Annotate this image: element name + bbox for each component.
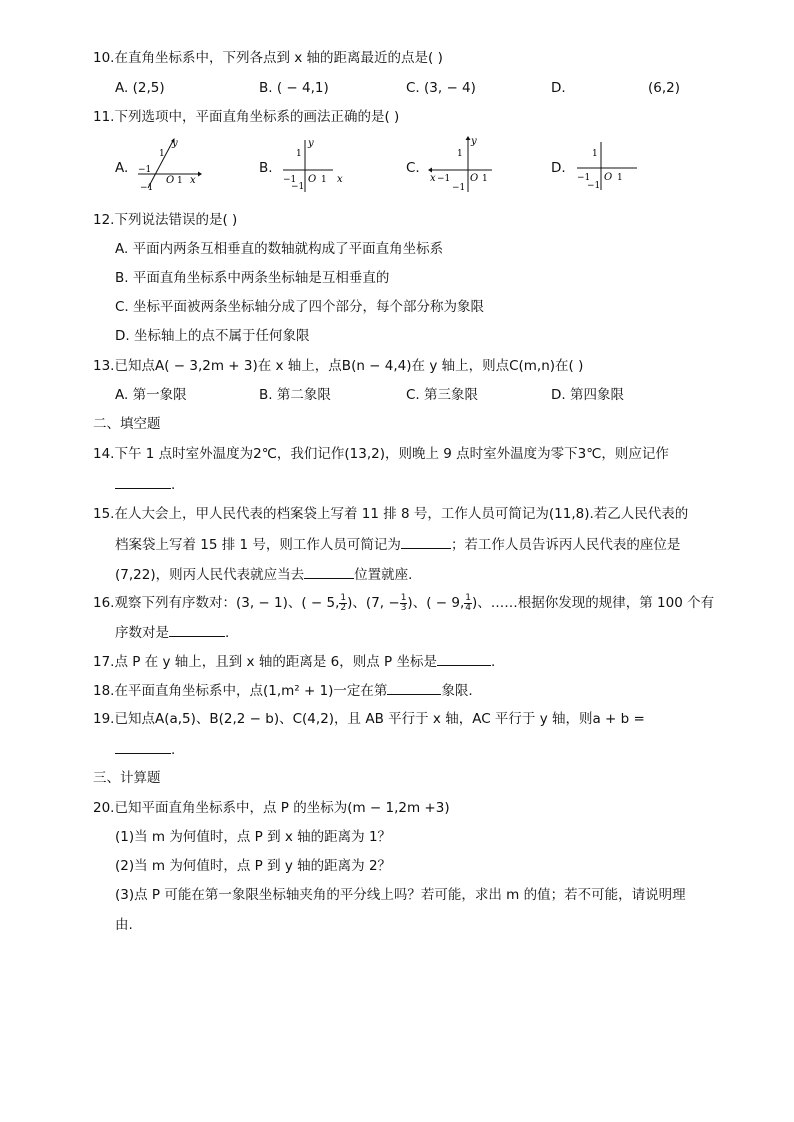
question-13-stem: 13.已知点A( − 3,2m + 3)在 x 轴上，点B(n − 4,4)在 y 轴上，则点C(m,n)在( ) [93,358,584,374]
question-17 [93,651,495,672]
numerator: 1 [465,592,471,603]
answer-blank[interactable] [401,534,451,549]
option-value: 第三象限 [424,387,479,403]
question-18 [93,680,473,701]
option-value: ( − 4,1) [276,80,329,96]
answer-blank[interactable] [437,651,491,666]
answer-blank[interactable] [115,474,171,489]
origin-label: O [308,174,317,185]
answer-blank[interactable] [169,622,225,637]
question-20-part-3-cont: 由. [115,917,133,933]
q11-option-b-graph[interactable] [283,136,347,198]
tick-label: 1 [457,149,463,159]
question-16-line2 [115,622,229,643]
q11-option-b-label[interactable]: B. [259,160,273,176]
question-20-part-3: (3)点 P 可能在第一象限坐标轴夹角的平分线上吗？若可能，求出 m 的值；若不可能，请说明理 [115,887,686,903]
option-label: B. [259,387,273,403]
question-15-line1: 15.在人大会上，甲人民代表的档案袋上写着 11 排 8 号，工作人员可简记为(11,8).若乙人民代表的 [93,506,689,522]
tick-label: 1 [592,149,598,159]
question-16-line1 [93,593,714,613]
text: 位置就座. [354,567,413,583]
text: 序数对是 [115,625,169,641]
y-axis-label: y [471,136,477,147]
q10-option-d-label[interactable]: D. [551,80,566,96]
tick-label: 1 [482,174,488,184]
text: ；若工作人员告诉丙人民代表的座位是 [450,537,681,553]
option-value: (3, − 4) [424,80,476,96]
option-value: (2,5) [132,80,165,96]
q10-option-b[interactable] [259,78,329,98]
q10-option-d-value[interactable]: (6,2) [648,80,681,96]
q10-option-c[interactable] [406,78,476,98]
option-value: 第四象限 [569,387,624,403]
q11-option-c-label[interactable]: C. [406,160,420,176]
tick-label: −1 [138,165,152,175]
x-axis-label: x [190,175,196,186]
denominator: 2 [340,602,347,613]
question-20-part-1: (1)当 m 为何值时，点 P 到 x 轴的距离为 1？ [115,829,392,845]
text: 档案袋上写着 15 排 1 号，则工作人员可简记为 [115,537,401,553]
option-label: C. [406,387,420,403]
tick-label: −1 [452,183,466,193]
q12-option-c[interactable]: C. 坐标平面被两条坐标轴分成了四个部分，每个部分称为象限 [115,299,485,315]
text: )、……根据你发现的规律，第 100 个有 [471,595,715,611]
tick-label: −1 [140,183,154,193]
question-19-line1: 19.已知点A(a,5)、B(2,2 − b)、C(4,2)，且 AB 平行于 x 轴，AC 平行于 y 轴，则a + b = [93,711,645,727]
origin-label: O [166,175,175,186]
q12-option-a[interactable]: A. 平面内两条互相垂直的数轴就构成了平面直角坐标系 [115,241,444,257]
q11-option-d-label[interactable]: D. [551,160,566,176]
q13-option-b[interactable] [259,385,331,405]
question-20-part-2: (2)当 m 为何值时，点 P 到 y 轴的距离为 2？ [115,858,392,874]
answer-blank[interactable] [387,680,441,695]
text: )、(7, − [347,595,400,611]
option-label: D. [551,387,566,403]
origin-label: O [604,172,613,183]
question-14-line2 [115,474,175,495]
origin-label: O [470,173,479,184]
option-value: 第一象限 [132,387,187,403]
y-axis-label: y [172,138,178,149]
period: . [171,742,176,758]
numerator: 1 [400,592,407,603]
text: 18.在平面直角坐标系中，点(1,m² + 1)一定在第 [93,683,388,699]
answer-blank[interactable] [304,564,354,579]
question-20-stem: 20.已知平面直角坐标系中，点 P 的坐标为(m − 1,2m +3) [93,800,450,816]
period: . [225,625,230,641]
tick-label: 1 [321,175,327,185]
x-axis-label: x [430,173,436,184]
tick-label: 1 [296,149,302,159]
q11-option-a-graph[interactable] [138,136,202,198]
q13-option-c[interactable] [406,385,478,405]
fraction [339,594,347,613]
question-15-line3 [115,564,412,585]
question-19-line2 [115,739,175,760]
numerator: 1 [340,592,347,603]
q12-option-b[interactable]: B. 平面直角坐标系中两条坐标轴是互相垂直的 [115,270,390,286]
period: . [490,654,496,670]
tick-label: −1 [587,181,601,191]
denominator: 4 [465,602,471,613]
text: )、( − 9, [407,595,465,611]
section-heading-fill-in: 二、填空题 [93,416,161,432]
q10-option-a[interactable] [115,78,165,98]
option-value: 第二象限 [276,387,331,403]
period: . [171,477,176,493]
tick-label: 1 [159,149,165,159]
denominator: 3 [400,602,407,613]
tick-label: 1 [617,173,623,183]
option-label: A. [115,387,129,403]
tick-label: −1 [437,174,451,184]
answer-blank[interactable] [115,739,171,754]
fraction [464,594,472,613]
section-heading-calculation: 三、计算题 [93,770,161,786]
question-12-stem: 12.下列说法错误的是( ) [93,212,238,228]
question-14-line1: 14.下午 1 点时室外温度为2℃，我们记作(13,2)，则晚上 9 点时室外温度为零下3℃，则应记作 [93,446,669,462]
x-axis-label: x [337,174,343,185]
y-axis-label: y [308,138,314,149]
q13-option-d[interactable] [551,385,624,405]
q11-option-d-graph[interactable] [573,138,639,198]
tick-label: −1 [291,182,305,192]
tick-label: 1 [177,176,183,186]
text: 象限. [441,683,473,699]
question-11-stem: 11.下列选项中，平面直角坐标系的画法正确的是( ) [93,109,400,125]
q12-option-d[interactable]: D. 坐标轴上的点不属于任何象限 [115,328,310,344]
question-10-stem: 10.在直角坐标系中，下列各点到 x 轴的距离最近的点是( ) [93,50,443,66]
text: 16.观察下列有序数对：(3, − 1)、( − 5, [93,595,340,611]
question-15-line2 [115,534,680,555]
q13-option-a[interactable] [115,385,187,405]
q11-option-c-graph[interactable] [428,134,494,198]
text: (7,22)，则丙人民代表就应当去 [115,567,305,583]
tick-label: −1 [577,173,591,183]
tick-label: −1 [283,175,297,185]
text: 17.点 P 在 y 轴上，且到 x 轴的距离是 6，则点 P 坐标是 [93,654,437,670]
option-label: C. [406,80,420,96]
option-label: B. [259,80,273,96]
option-label: A. [115,80,129,96]
q11-option-a-label[interactable]: A. [115,160,129,176]
